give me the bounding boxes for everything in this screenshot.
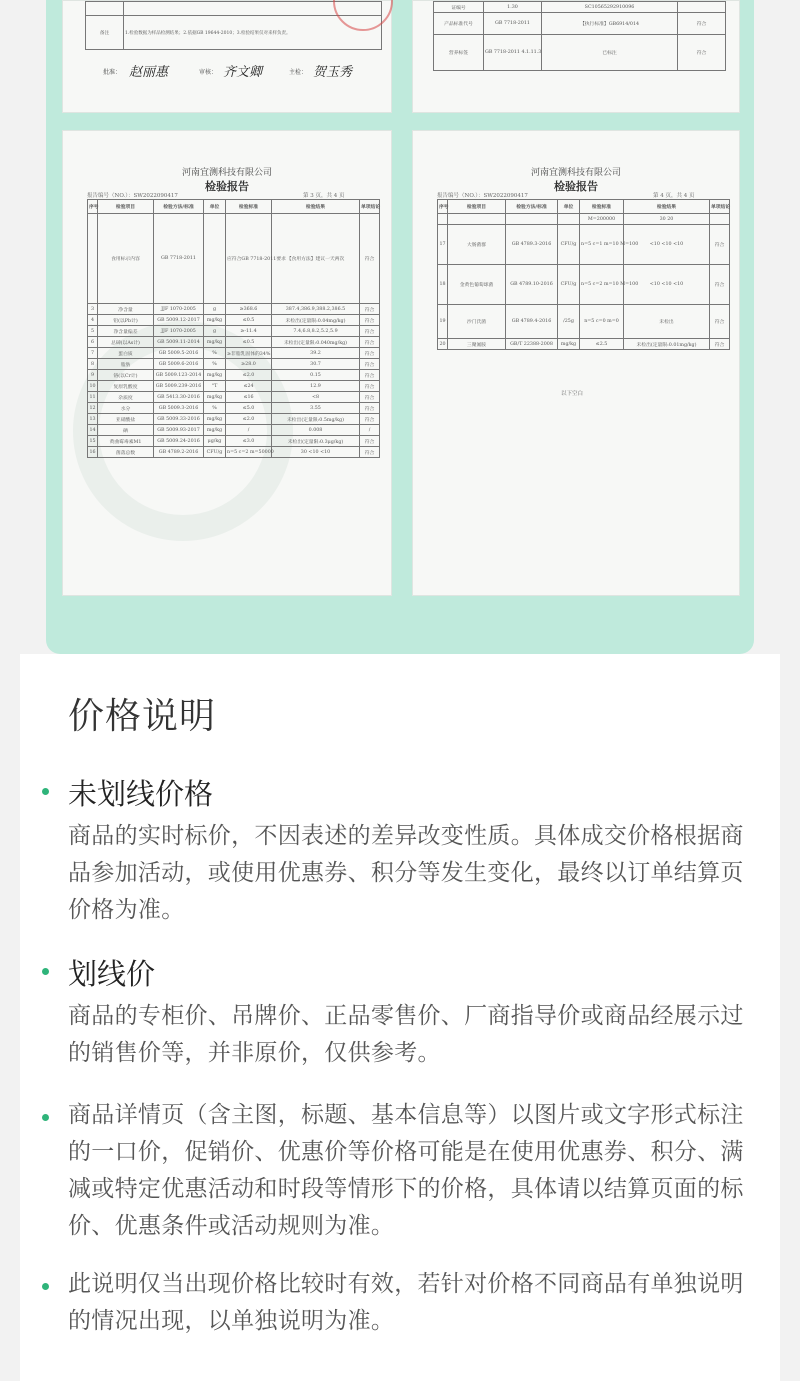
report-cell: 30.7 <box>272 359 360 370</box>
report-header-cell: 单项结论 <box>710 200 730 214</box>
report-cell: 脂肪 <box>98 359 154 370</box>
report-header-row <box>438 200 730 214</box>
report-cell: mg/kg <box>204 414 226 425</box>
bullet-dot-icon <box>42 1114 49 1121</box>
report-cell: μg/kg <box>204 436 226 447</box>
report-cell: g <box>204 326 226 337</box>
report-cell: 菌落总数 <box>98 447 154 458</box>
report-company: 河南宜测科技有限公司 <box>530 168 621 178</box>
report-cell: 符合 <box>360 315 380 326</box>
report-cell: 14 <box>88 425 98 436</box>
report-cell: 总砷(以As计) <box>98 337 154 348</box>
report-cell: g <box>204 304 226 315</box>
report-cell: 12 <box>88 403 98 414</box>
report-row <box>88 315 380 326</box>
report-row <box>88 337 380 348</box>
report-cell: 9 <box>88 370 98 381</box>
report-cell: 符合 <box>710 225 730 265</box>
report-cell: ≤2.0 <box>226 370 272 381</box>
report-cell <box>88 214 98 304</box>
sign-label-review: 审核： <box>199 69 218 76</box>
note-detail-page-price: 商品详情页（含主图，标题、基本信息等）以图片或文字形式标注的一口价，促销价、优惠价等价格可能是在使用优惠券、积分、满减或特定优惠活动和时段等情形下的价格，具体请以结算页面的标价、优惠条件或活动规则为准。 <box>68 1102 744 1239</box>
report-cell: n=5 c=2 m=10 M=100 <box>580 265 624 305</box>
report-page-no: 第 3 页，共 4 页 <box>303 193 345 199</box>
report-header-cell: 检验结果 <box>272 200 360 214</box>
report-cell: CFU/g <box>558 265 580 305</box>
report-cell: mg/kg <box>558 339 580 350</box>
report-cell: <10 <10 <10 <box>624 265 710 305</box>
report-cell: GB 4789.4-2016 <box>506 305 558 339</box>
report-cell: GB 4789.10-2016 <box>506 265 558 305</box>
report-cell: GB/T 22388-2008 <box>506 339 558 350</box>
report-cell: mg/kg <box>204 370 226 381</box>
report-row <box>88 359 380 370</box>
report-header-cell: 检验标准 <box>580 200 624 214</box>
report-cell: 蛋白质 <box>98 348 154 359</box>
report-scan-top-right: 证编号 1.30 SC10565292910096 产品标准代号 GB 7718-2011 【执行标准】GB6914/014 符合 营养标签 GB 7718-2011 4.1.11.3 已标注 符合 <box>412 0 740 113</box>
report-cell: 未检出(定量限:0.5mg/kg) <box>272 414 360 425</box>
report-header-cell: 检验标准 <box>226 200 272 214</box>
report-cell: 7.4,6.8,8.2,5.2,5.9 <box>272 326 360 337</box>
signature-review: 齐文卿 <box>223 65 263 80</box>
report-cell: GB 5009.24-2016 <box>154 436 204 447</box>
report-number: 报告编号（NO.）：SW2022090417 <box>87 193 178 199</box>
report-cell: GB 5009.5-2016 <box>154 348 204 359</box>
report-cell: 杂质度 <box>98 392 154 403</box>
report-cell: 符合 <box>360 304 380 315</box>
report-scan-page-4 <box>412 130 740 596</box>
report-cell: 4 <box>88 315 98 326</box>
report-cell: 12.9 <box>272 381 360 392</box>
report-row <box>88 414 380 425</box>
report-header-cell: 检验结果 <box>624 200 710 214</box>
report-cell: 净含量偏差 <box>98 326 154 337</box>
report-cell: 食用标示内容 <box>98 214 154 304</box>
report-cell: 30 <10 <10 <box>272 447 360 458</box>
report-row <box>438 265 730 305</box>
price-explanation-card <box>20 654 780 1381</box>
bullet-dot-icon <box>42 1283 49 1290</box>
report-cell: 三聚氰胺 <box>448 339 506 350</box>
report-row <box>88 403 380 414</box>
report-cell: ≤0.5 <box>226 315 272 326</box>
report-cell: n=5 c=0 m=0 <box>580 305 624 339</box>
report-header-cell: 单项结论 <box>360 200 380 214</box>
report-header-cell: 检验方法/标准 <box>506 200 558 214</box>
report-cell: 符合 <box>710 339 730 350</box>
report-cell: 沙门氏菌 <box>448 305 506 339</box>
report-cell: 符合 <box>360 348 380 359</box>
report-cell: ≤2.0 <box>226 414 272 425</box>
report-cell: % <box>204 359 226 370</box>
report-header-cell: 单位 <box>558 200 580 214</box>
report-cell: ≤16 <box>226 392 272 403</box>
report-row <box>88 304 380 315</box>
report-row <box>438 225 730 265</box>
report-footer: 以下空白 <box>561 391 584 397</box>
report-cell <box>558 214 580 225</box>
report-header-cell: 序号 <box>88 200 98 214</box>
report-cell: 5 <box>88 326 98 337</box>
report-row <box>88 370 380 381</box>
bullet-dot-icon <box>42 788 49 795</box>
report-cell: <8 <box>272 392 360 403</box>
signature-inspect: 贺玉秀 <box>313 65 353 80</box>
report-cell: ≤3.0 <box>226 436 272 447</box>
report-cell: M=200000 <box>580 214 624 225</box>
report-row <box>88 436 380 447</box>
report-cell: 金黄色葡萄球菌 <box>448 265 506 305</box>
report-cell: 17 <box>438 225 448 265</box>
report-header-cell: 检验项目 <box>98 200 154 214</box>
report-row <box>438 339 730 350</box>
report-cell: <10 <10 <10 <box>624 225 710 265</box>
report-cell <box>438 214 448 225</box>
report-page-no: 第 4 页，共 4 页 <box>653 193 695 199</box>
report-header-cell: 检验项目 <box>448 200 506 214</box>
report-cell: 大肠菌群 <box>448 225 506 265</box>
report-cell: 6 <box>88 337 98 348</box>
report-cell: n=5 c=1 m=10 M=100 <box>580 225 624 265</box>
report-cell: 符合 <box>360 414 380 425</box>
report-cell: 13 <box>88 414 98 425</box>
report-cell: 20 <box>438 339 448 350</box>
report-cell: GB 5009.12-2017 <box>154 315 204 326</box>
signature-approve: 赵丽惠 <box>129 65 169 80</box>
report-title: 检验报告 <box>205 180 249 193</box>
report-cell <box>710 214 730 225</box>
report-cell: 符合 <box>360 359 380 370</box>
report-cell: 符合 <box>360 214 380 304</box>
report-cell: ≥-11.4 <box>226 326 272 337</box>
report-cell: 8 <box>88 359 98 370</box>
report-cell: ≥非脂乳固体的34% <box>226 348 272 359</box>
report-header-row <box>88 200 380 214</box>
report-cell <box>204 214 226 304</box>
section-text-unmarked-price: 商品的实时标价，不因表述的差异改变性质。具体成交价格根据商品参加活动，或使用优惠券、积分等发生变化，最终以订单结算页价格为准。 <box>68 823 744 923</box>
report-cell: 未检出 <box>624 305 710 339</box>
report-cell: ≤5.0 <box>226 403 272 414</box>
report-cell: % <box>204 348 226 359</box>
report-cell: ≥368.6 <box>226 304 272 315</box>
report-cell: JJF 1070-2005 <box>154 326 204 337</box>
report-cell: GB 5009.93-2017 <box>154 425 204 436</box>
report-cell: 符合 <box>360 436 380 447</box>
report-cell: 符合 <box>360 403 380 414</box>
report-cell: 未检出(定量限:0.01mg/kg) <box>624 339 710 350</box>
report-cell: 10 <box>88 381 98 392</box>
report-cell: 符合 <box>360 447 380 458</box>
report-cell: ≥28.0 <box>226 359 272 370</box>
report-cell: 39.2 <box>272 348 360 359</box>
report-cell: 0.15 <box>272 370 360 381</box>
report-cell: / <box>360 425 380 436</box>
price-title: 价格说明 <box>68 696 217 737</box>
report-header-cell: 序号 <box>438 200 448 214</box>
report-scan-top-left: 备注 1.检验数据为样品检测结果；2.依据GB 19644-2010；3.检验结果仅对来样负责。 批准： 赵丽惠 审核： 齐文卿 主检： 贺玉秀 <box>62 0 392 113</box>
sign-label-approve: 批准： <box>103 69 122 76</box>
report-cell: 未检出(定量限:0.3μg/kg) <box>272 436 360 447</box>
section-heading-unmarked-price: 未划线价格 <box>68 777 214 811</box>
report-cell: GB 7718-2011 <box>154 214 204 304</box>
report-row <box>88 326 380 337</box>
report-row: 产品标准代号 GB 7718-2011 【执行标准】GB6914/014 符合 <box>434 13 726 35</box>
report-header-cell: 检验方法/标准 <box>154 200 204 214</box>
report-row <box>88 392 380 403</box>
report-cell: GB 5009.33-2016 <box>154 414 204 425</box>
report-cell: GB 4789.3-2016 <box>506 225 558 265</box>
section-text-strikethrough-price: 商品的专柜价、吊牌价、正品零售价、厂商指导价或商品经展示过的销售价等，并非原价，仅供参考。 <box>68 1003 744 1066</box>
report-cell: mg/kg <box>204 315 226 326</box>
report-cell: mg/kg <box>204 392 226 403</box>
report-cell: 黄曲霉毒素M1 <box>98 436 154 447</box>
report-cell: 符合 <box>710 305 730 339</box>
report-cell: GB 5009.6-2016 <box>154 359 204 370</box>
report-row <box>438 305 730 339</box>
report-cell: mg/kg <box>204 425 226 436</box>
report-cell: n=5 c=2 m=50000 <box>226 447 272 458</box>
report-number: 报告编号（NO.）：SW2022090417 <box>437 193 528 199</box>
report-cell: 符合 <box>360 381 380 392</box>
report-row <box>88 348 380 359</box>
report-cell: % <box>204 403 226 414</box>
report-cell: 30 20 <box>624 214 710 225</box>
report-cell: 【食用方法】建议一天两次 <box>272 214 360 304</box>
section-heading-strikethrough-price: 划线价 <box>68 957 156 991</box>
report-cell: 11 <box>88 392 98 403</box>
report-cell: 符合 <box>360 370 380 381</box>
report-cell: GB 5009.3-2016 <box>154 403 204 414</box>
report-cell: 符合 <box>360 337 380 348</box>
note-price-comparison: 此说明仅当出现价格比较时有效，若针对价格不同商品有单独说明的情况出现，以单独说明为准。 <box>68 1271 744 1334</box>
report-cell: CFU/g <box>204 447 226 458</box>
report-cell: 符合 <box>710 265 730 305</box>
report-row: 营养标签 GB 7718-2011 4.1.11.3 已标注 符合 <box>434 35 726 71</box>
report-row <box>88 381 380 392</box>
report-cell: 15 <box>88 436 98 447</box>
report-cell: mg/kg <box>204 337 226 348</box>
sign-label-inspect: 主检： <box>289 69 308 76</box>
report-cell: 铬(以Cr计) <box>98 370 154 381</box>
report-cell: 387.4,386.9,388.2,386.5 <box>272 304 360 315</box>
report-cell: /25g <box>558 305 580 339</box>
report-cell: GB 5009.239-2016 <box>154 381 204 392</box>
report-cell: ≤0.5 <box>226 337 272 348</box>
report-cell: 18 <box>438 265 448 305</box>
report-cell: 净含量 <box>98 304 154 315</box>
note-label: 备注 <box>86 16 124 50</box>
report-title: 检验报告 <box>554 180 598 193</box>
report-cell: 符合 <box>360 392 380 403</box>
report-row <box>88 425 380 436</box>
report-cell: ≤2.5 <box>580 339 624 350</box>
report-panel <box>46 0 754 654</box>
report-cell: 3 <box>88 304 98 315</box>
report-cell: 水分 <box>98 403 154 414</box>
report-cell: 符合 <box>360 326 380 337</box>
report-cell: 硒 <box>98 425 154 436</box>
report-cell: JJF 1070-2005 <box>154 304 204 315</box>
report-cell: / <box>226 425 272 436</box>
report-cell: 19 <box>438 305 448 339</box>
report-cell: CFU/g <box>558 225 580 265</box>
report-cell <box>448 214 506 225</box>
report-cell: GB 5009.11-2014 <box>154 337 204 348</box>
report-cell: 应符合GB 7718-2011要求 <box>226 214 272 304</box>
report-cell: 7 <box>88 348 98 359</box>
report-cell: 16 <box>88 447 98 458</box>
report-cell: ≤24 <box>226 381 272 392</box>
report-table <box>87 199 380 458</box>
report-row <box>438 214 730 225</box>
report-company: 河南宜测科技有限公司 <box>181 168 272 178</box>
report-header-cell: 单位 <box>204 200 226 214</box>
bullet-dot-icon <box>42 968 49 975</box>
report-cell: 未检出(定量限:0.04mg/kg) <box>272 315 360 326</box>
report-cell <box>506 214 558 225</box>
report-cell: 复原乳酸度 <box>98 381 154 392</box>
report-row <box>88 214 380 304</box>
report-cell: 未检出(定量限:0.040mg/kg) <box>272 337 360 348</box>
report-cell: °T <box>204 381 226 392</box>
report-cell: 3.55 <box>272 403 360 414</box>
report-cell: GB 4789.2-2016 <box>154 447 204 458</box>
report-cell: GB 5009.123-2014 <box>154 370 204 381</box>
report-cell: 0.008 <box>272 425 360 436</box>
report-scan-page-3 <box>62 130 392 596</box>
report-cell: 铅(以Pb计) <box>98 315 154 326</box>
report-cell: 亚硝酸盐 <box>98 414 154 425</box>
report-row <box>88 447 380 458</box>
report-cell: GB 5413.30-2016 <box>154 392 204 403</box>
report-table <box>437 199 730 350</box>
